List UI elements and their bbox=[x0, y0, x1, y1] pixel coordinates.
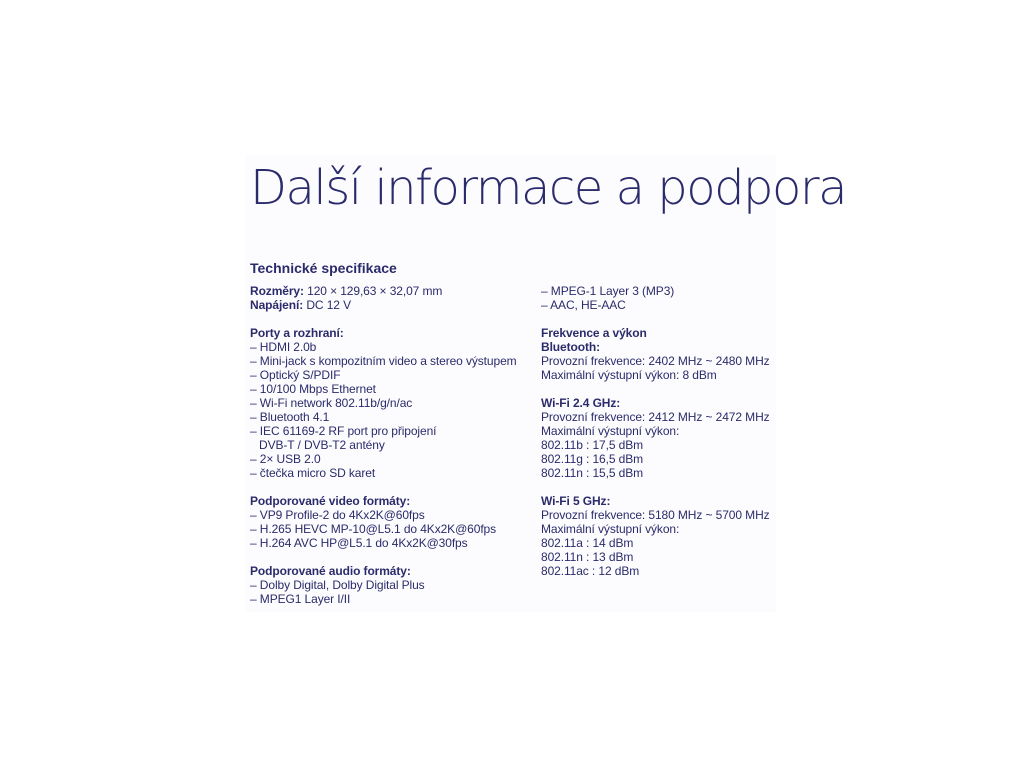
audio-formats-heading: Podporované audio formáty: bbox=[250, 564, 411, 578]
power-value: DC 12 V bbox=[303, 298, 352, 312]
list-item: – Mini-jack s kompozitním video a stereo výstupem bbox=[250, 354, 517, 368]
specs-heading: Technické specifikace bbox=[250, 260, 397, 276]
wifi5-heading: Wi-Fi 5 GHz: bbox=[541, 494, 611, 508]
list-item: – IEC 61169-2 RF port pro připojení bbox=[250, 424, 437, 438]
list-item: – Dolby Digital, Dolby Digital Plus bbox=[250, 578, 425, 592]
list-item: – VP9 Profile-2 do 4Kx2K@60fps bbox=[250, 508, 425, 522]
page-title: Další informace a podpora bbox=[250, 160, 847, 216]
dimensions-row bbox=[250, 284, 535, 298]
specs-right-column bbox=[541, 284, 771, 578]
dimensions-value: 120 × 129,63 × 32,07 mm bbox=[303, 284, 443, 298]
frequency-heading: Frekvence a výkon bbox=[541, 326, 647, 340]
list-item: Provozní frekvence: 5180 MHz ~ 5700 MHz bbox=[541, 508, 770, 522]
list-item: – H.265 HEVC MP-10@L5.1 do 4Kx2K@60fps bbox=[250, 522, 497, 536]
list-item: 802.11ac : 12 dBm bbox=[541, 564, 640, 578]
bluetooth-heading: Bluetooth: bbox=[541, 340, 600, 354]
list-item: Maximální výstupní výkon: 8 dBm bbox=[541, 368, 717, 382]
list-item: – čtečka micro SD karet bbox=[250, 466, 376, 480]
list-item: Provozní frekvence: 2412 MHz ~ 2472 MHz bbox=[541, 410, 770, 424]
list-item: DVB-T / DVB-T2 antény bbox=[259, 438, 385, 452]
list-item: Maximální výstupní výkon: bbox=[541, 522, 680, 536]
list-item: – Wi-Fi network 802.11b/g/n/ac bbox=[250, 396, 413, 410]
list-item: – MPEG1 Layer I/II bbox=[250, 592, 351, 606]
power-label: Napájení: bbox=[250, 298, 304, 312]
list-item: – AAC, HE-AAC bbox=[541, 298, 626, 312]
list-item: – HDMI 2.0b bbox=[250, 340, 317, 354]
list-item: – Optický S/PDIF bbox=[250, 368, 341, 382]
list-item: – MPEG-1 Layer 3 (MP3) bbox=[541, 284, 675, 298]
ports-heading: Porty a rozhraní: bbox=[250, 326, 344, 340]
list-item: – Bluetooth 4.1 bbox=[250, 410, 330, 424]
wifi24-heading: Wi-Fi 2.4 GHz: bbox=[541, 396, 621, 410]
list-item: – 2× USB 2.0 bbox=[250, 452, 321, 466]
list-item: – 10/100 Mbps Ethernet bbox=[250, 382, 376, 396]
power-row bbox=[250, 298, 535, 312]
list-item: 802.11g : 16,5 dBm bbox=[541, 452, 644, 466]
list-item: 802.11a : 14 dBm bbox=[541, 536, 634, 550]
list-item: – H.264 AVC HP@L5.1 do 4Kx2K@30fps bbox=[250, 536, 468, 550]
list-item: Maximální výstupní výkon: bbox=[541, 424, 680, 438]
list-item: 802.11b : 17,5 dBm bbox=[541, 438, 644, 452]
dimensions-label: Rozměry: bbox=[250, 284, 304, 298]
list-item: 802.11n : 15,5 dBm bbox=[541, 466, 644, 480]
specs-left-column bbox=[250, 284, 535, 606]
list-item: Provozní frekvence: 2402 MHz ~ 2480 MHz bbox=[541, 354, 770, 368]
list-item: 802.11n : 13 dBm bbox=[541, 550, 634, 564]
video-formats-heading: Podporované video formáty: bbox=[250, 494, 411, 508]
